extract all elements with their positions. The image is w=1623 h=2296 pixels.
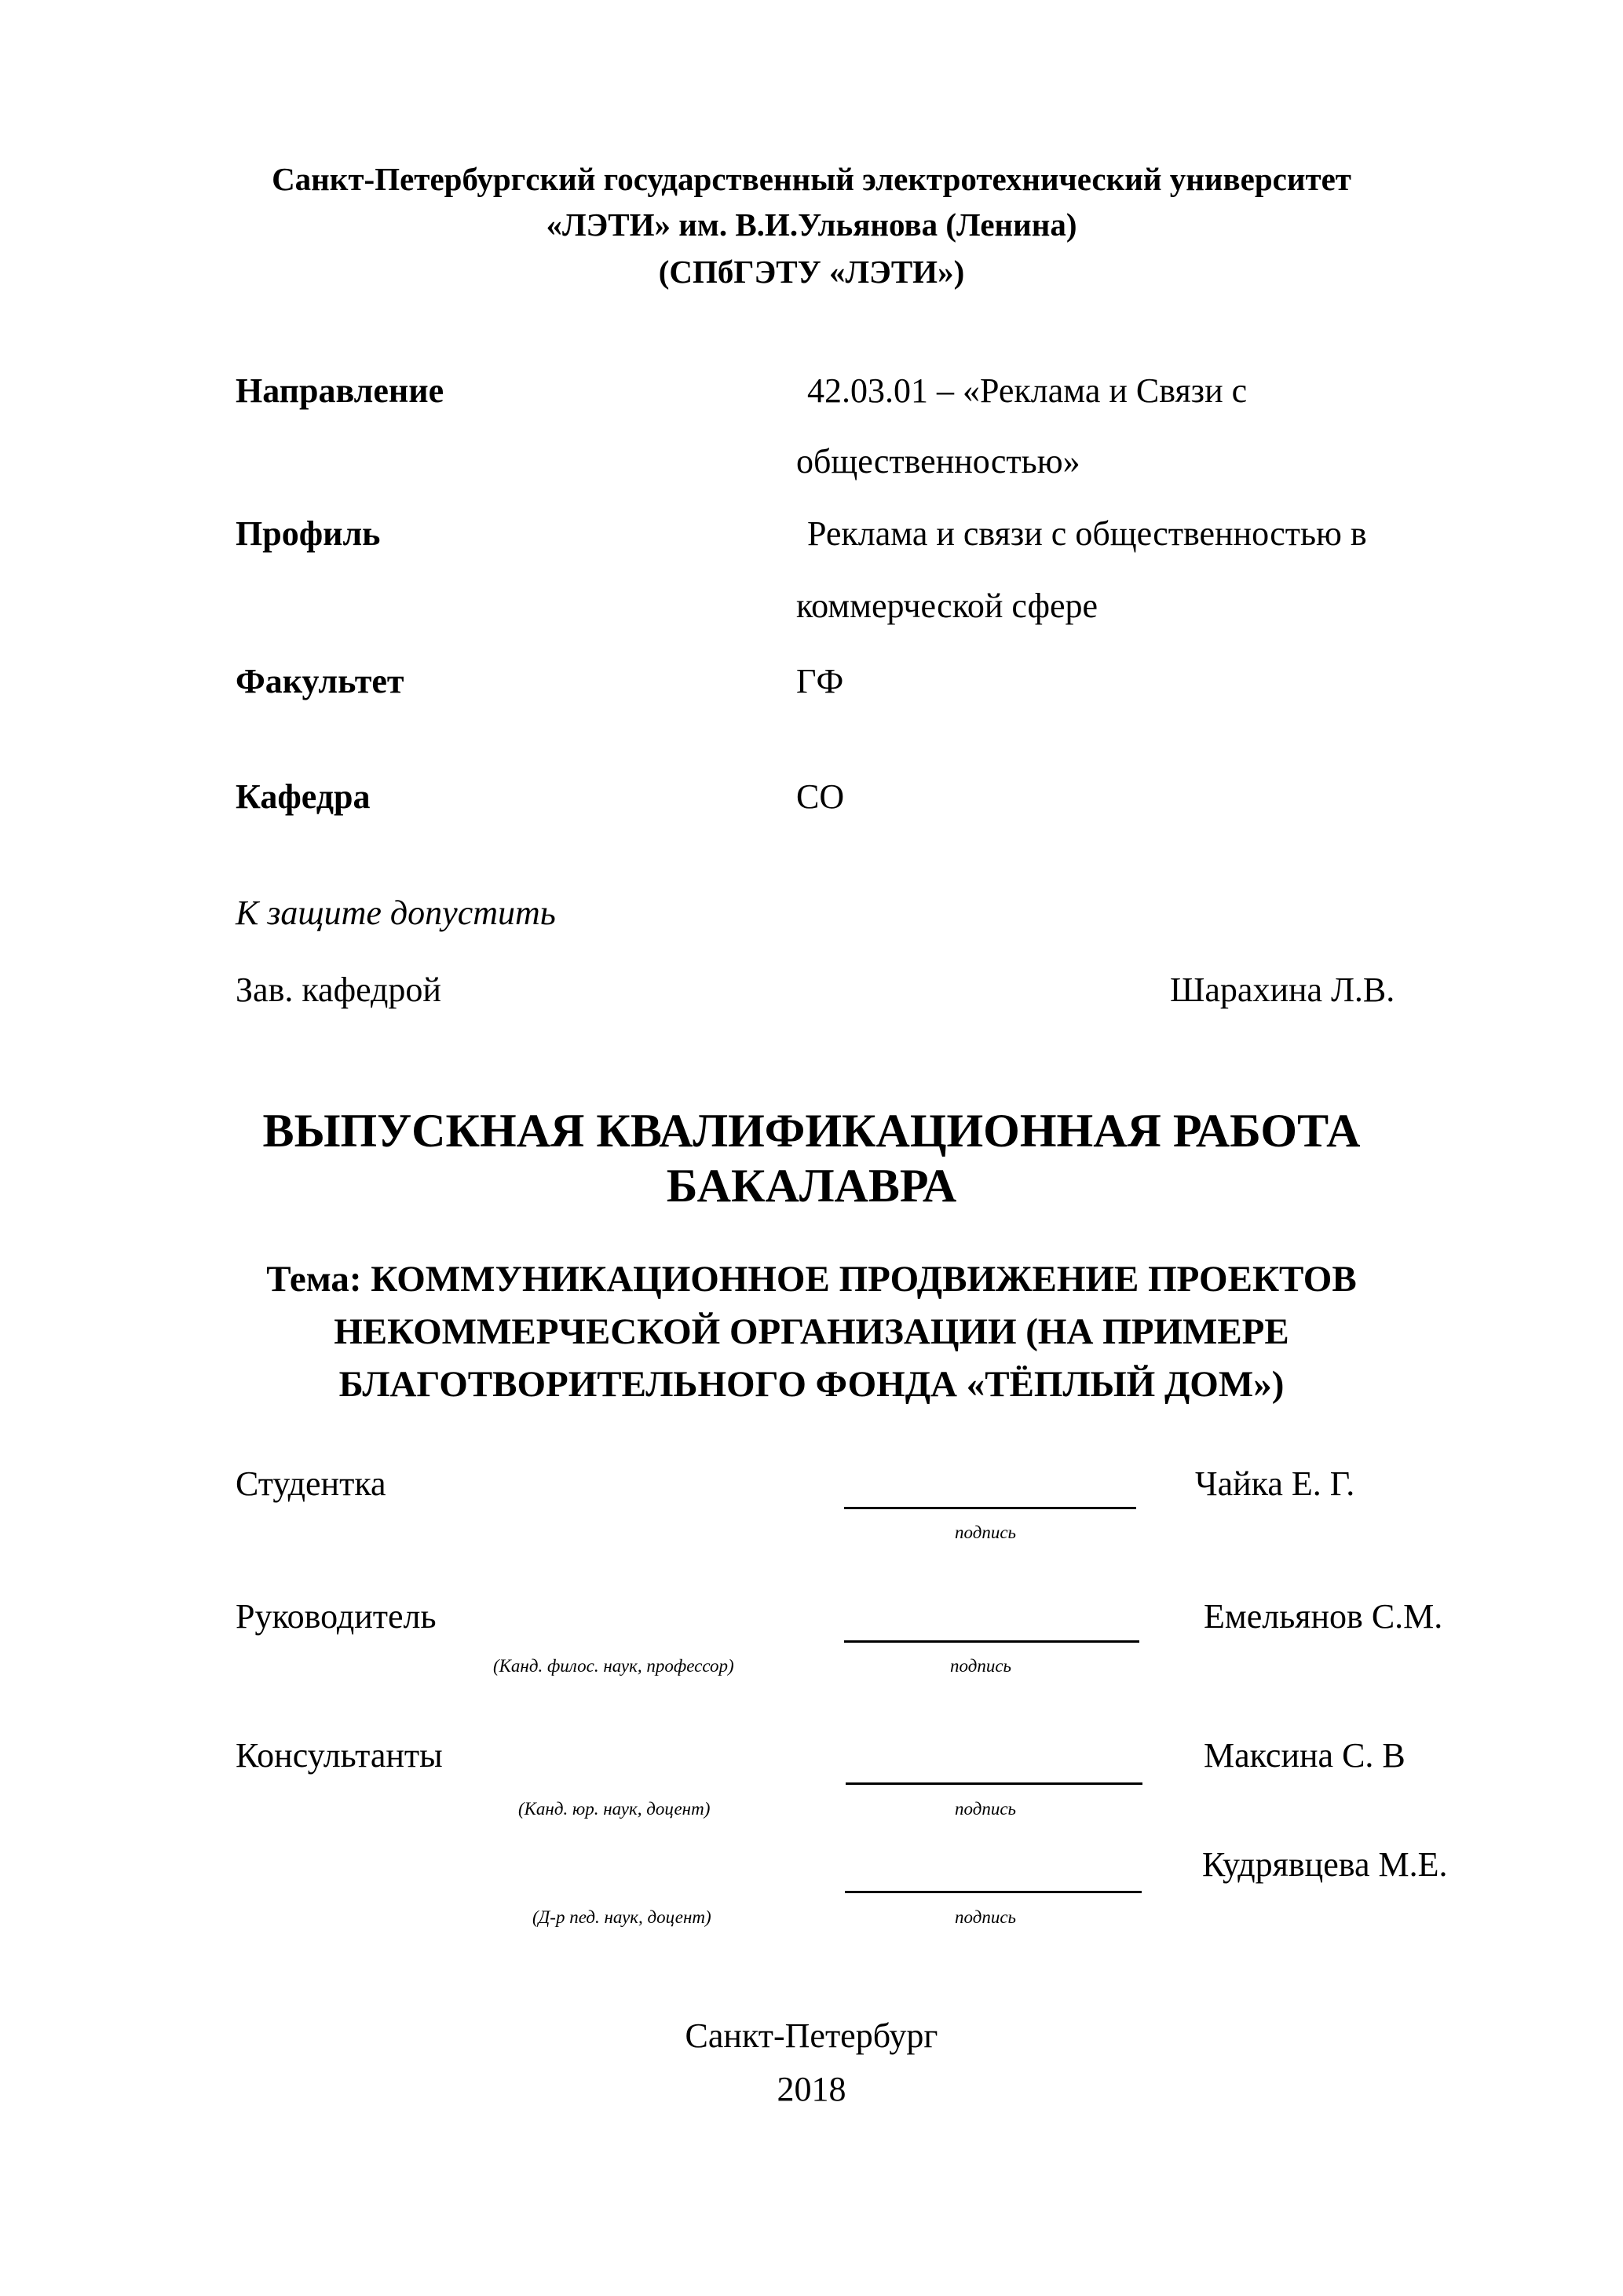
department-label: Кафедра	[236, 777, 371, 816]
consultant1-signature-caption: подпись	[955, 1799, 1017, 1819]
profile-value-cont: коммерческой сфере	[796, 587, 1098, 625]
supervisor-signature-caption: подпись	[950, 1656, 1012, 1676]
year: 2018	[777, 2070, 846, 2108]
student-signature-caption: подпись	[955, 1523, 1017, 1542]
supervisor-role: Руководитель	[236, 1597, 437, 1636]
university-abbreviation: (СПбГЭТУ «ЛЭТИ»)	[658, 254, 965, 290]
consultant2-name: Кудрявцева М.Е.	[1202, 1845, 1448, 1884]
supervisor-signature-line	[844, 1640, 1139, 1643]
university-name-line2: «ЛЭТИ» им. В.И.Ульянова (Ленина)	[546, 207, 1077, 243]
document-title: ВЫПУСКНАЯ КВАЛИФИКАЦИОННАЯ РАБОТА	[262, 1105, 1361, 1157]
topic-line1: Тема: КОММУНИКАЦИОННОЕ ПРОДВИЖЕНИЕ ПРОЕКТОВ	[266, 1259, 1357, 1300]
faculty-label: Факультет	[236, 662, 404, 700]
document-title-line2: БАКАЛАВРА	[666, 1160, 957, 1212]
consultant2-degree: (Д-р пед. наук, доцент)	[532, 1907, 711, 1927]
university-name: Санкт-Петербургский государственный электротехнический университет	[272, 161, 1351, 197]
consultant1-degree: (Канд. юр. наук, доцент)	[518, 1799, 711, 1819]
head-of-department-label: Зав. кафедрой	[236, 971, 441, 1009]
student-name: Чайка Е. Г.	[1195, 1464, 1355, 1503]
department-value: СО	[796, 777, 845, 816]
consultant2-signature-caption: подпись	[955, 1907, 1017, 1927]
city: Санкт-Петербург	[685, 2016, 938, 2055]
direction-value: 42.03.01 – «Реклама и Связи с	[807, 371, 1248, 410]
topic-line2: НЕКОММЕРЧЕСКОЙ ОРГАНИЗАЦИИ (НА ПРИМЕРЕ	[334, 1311, 1289, 1352]
direction-value-cont: общественностью»	[796, 442, 1080, 481]
faculty-value: ГФ	[796, 662, 844, 700]
head-of-department-name: Шарахина Л.В.	[1170, 971, 1395, 1009]
supervisor-degree: (Канд. филос. наук, профессор)	[493, 1656, 734, 1676]
student-signature-line	[844, 1507, 1136, 1509]
consultant2-signature-line	[845, 1891, 1142, 1893]
direction-label: Направление	[236, 371, 444, 410]
profile-label: Профиль	[236, 514, 381, 553]
supervisor-name: Емельянов С.М.	[1204, 1597, 1443, 1636]
consultants-role: Консультанты	[236, 1736, 443, 1775]
admission-note: К защите допустить	[236, 894, 556, 932]
consultant1-signature-line	[846, 1782, 1142, 1785]
profile-value: Реклама и связи с общественностью в	[807, 514, 1367, 553]
topic-line3: БЛАГОТВОРИТЕЛЬНОГО ФОНДА «ТЁПЛЫЙ ДОМ»)	[338, 1364, 1285, 1405]
student-role: Студентка	[236, 1464, 386, 1503]
consultant1-name: Максина С. В	[1204, 1736, 1406, 1775]
